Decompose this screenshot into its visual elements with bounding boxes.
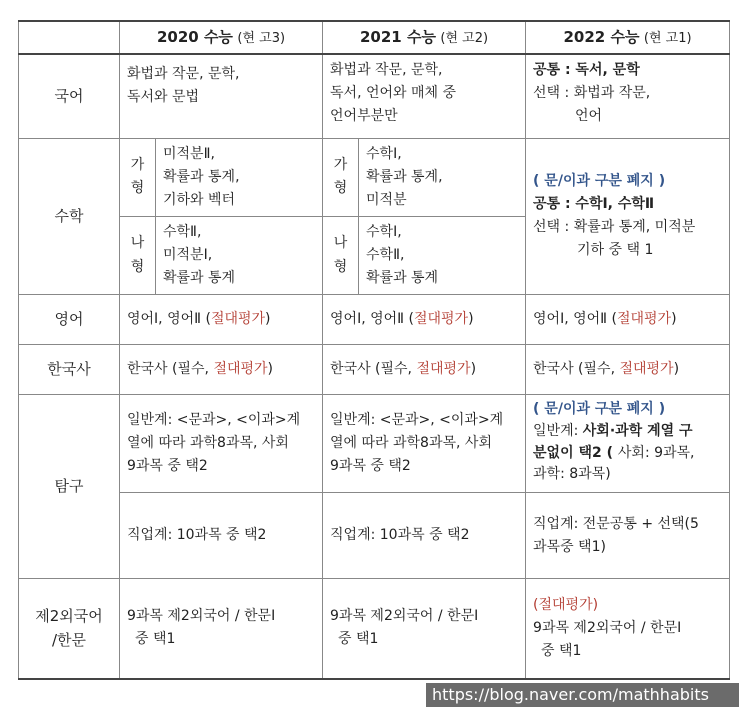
inquiry-general-2021-cell: 일반계: <문과>, <이과>계 열에 따라 과학8과목, 사회 9과목 중 택2 (323, 395, 526, 493)
english-2022-cell: 영어Ⅰ, 영어Ⅱ (절대평가) (526, 295, 730, 345)
header-empty-cell (19, 21, 120, 54)
foreign-2022-cell: (절대평가) 9과목 제2외국어 / 한문Ⅰ 중 택1 (526, 579, 730, 679)
subject-english: 영어 (19, 295, 120, 345)
korean-2020-cell: 화법과 작문, 문학, 독서와 문법 (120, 54, 323, 138)
history-2022-cell: 한국사 (필수, 절대평가) (526, 345, 730, 395)
row-korean (19, 54, 730, 138)
english-2020-cell: 영어Ⅰ, 영어Ⅱ (절대평가) (120, 295, 323, 345)
math-2021-na-type: 나 형 (323, 216, 359, 294)
header-2021: 2021 수능 (현 고2) (323, 21, 526, 54)
inquiry-general-2022-cell: ( 문/이과 구분 폐지 ) 일반계: 사회·과학 계열 구 분없이 택2 ( 사회: 9과목, 과학: 8과목) (526, 395, 730, 493)
row-english (19, 295, 730, 345)
english-2021-cell: 영어Ⅰ, 영어Ⅱ (절대평가) (323, 295, 526, 345)
header-2020: 2020 수능 (현 고3) (120, 21, 323, 54)
row-korean-history (19, 345, 730, 395)
inquiry-voc-2022-cell: 직업계: 전문공통 + 선택(5 과목중 택1) (526, 493, 730, 579)
row-inquiry-vocational (19, 493, 730, 579)
korean-2021-cell: 화법과 작문, 문학, 독서, 언어와 매체 중 언어부분만 (323, 54, 526, 138)
math-2021-ga-type: 가 형 (323, 138, 359, 216)
foreign-2021-cell: 9과목 제2외국어 / 한문Ⅰ 중 택1 (323, 579, 526, 679)
history-2020-cell: 한국사 (필수, 절대평가) (120, 345, 323, 395)
subject-math: 수학 (19, 138, 120, 295)
header-2022: 2022 수능 (현 고1) (526, 21, 730, 54)
korean-2022-cell: 공통 : 독서, 문학 선택 : 화법과 작문, 언어 (526, 54, 730, 138)
subject-foreign-language: 제2외국어 /한문 (19, 579, 120, 679)
math-2020-ga-cell: 미적분Ⅱ, 확률과 통계, 기하와 벡터 (156, 138, 323, 216)
subject-inquiry: 탐구 (19, 395, 120, 579)
math-2020-na-cell: 수학Ⅱ, 미적분Ⅰ, 확률과 통계 (156, 216, 323, 294)
blog-url-watermark: https://blog.naver.com/mathhabits (426, 683, 739, 707)
row-inquiry-general (19, 395, 730, 493)
inquiry-general-2020-cell: 일반계: <문과>, <이과>계 열에 따라 과학8과목, 사회 9과목 중 택2 (120, 395, 323, 493)
subject-korean-history: 한국사 (19, 345, 120, 395)
math-2020-ga-type: 가 형 (120, 138, 156, 216)
subject-korean: 국어 (19, 54, 120, 138)
row-foreign-language (19, 579, 730, 679)
math-2021-na-cell: 수학Ⅰ, 수학Ⅱ, 확률과 통계 (359, 216, 526, 294)
header-row (19, 21, 730, 54)
suneung-comparison-table (18, 20, 730, 680)
math-2022-cell: ( 문/이과 구분 폐지 ) 공통 : 수학Ⅰ, 수학Ⅱ 선택 : 확률과 통계, 미적분 기하 중 택 1 (526, 138, 730, 295)
math-2020-na-type: 나 형 (120, 216, 156, 294)
history-2021-cell: 한국사 (필수, 절대평가) (323, 345, 526, 395)
foreign-2020-cell: 9과목 제2외국어 / 한문Ⅰ 중 택1 (120, 579, 323, 679)
row-math-ga (19, 138, 730, 216)
inquiry-voc-2020-cell: 직업계: 10과목 중 택2 (120, 493, 323, 579)
inquiry-voc-2021-cell: 직업계: 10과목 중 택2 (323, 493, 526, 579)
math-2021-ga-cell: 수학Ⅰ, 확률과 통계, 미적분 (359, 138, 526, 216)
